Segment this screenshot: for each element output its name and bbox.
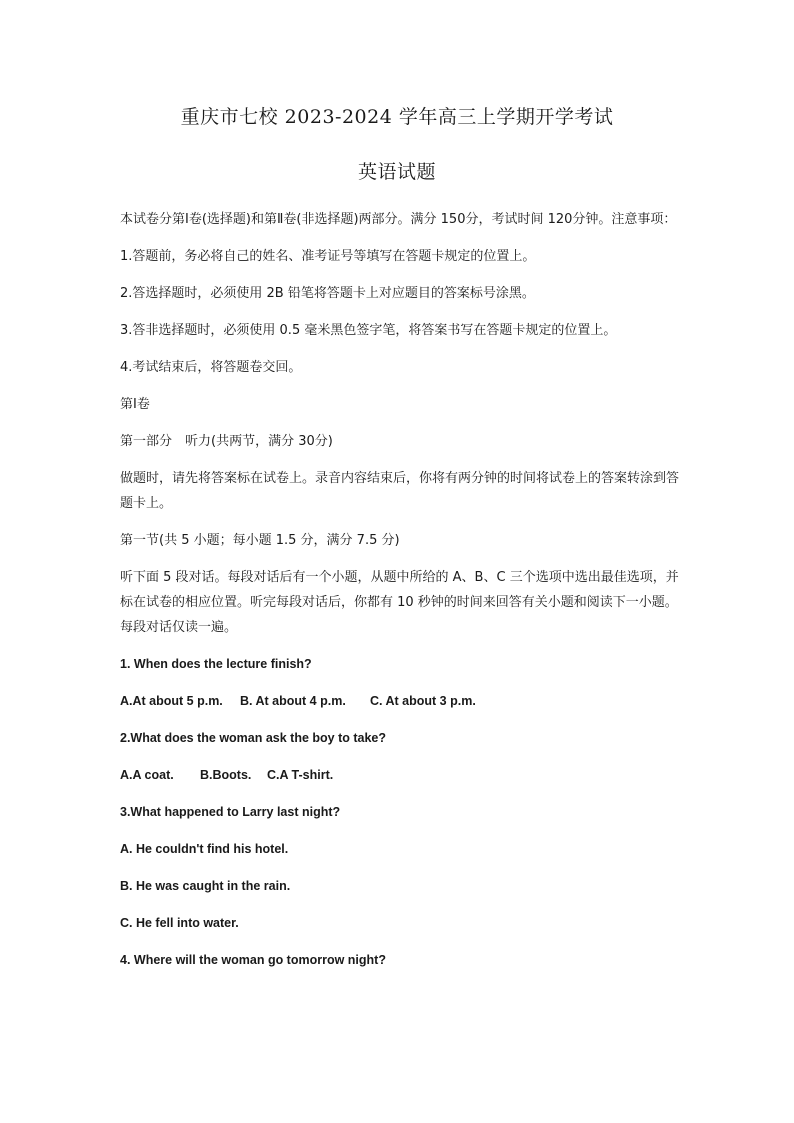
q2-option-c: C.A T-shirt. [267,768,334,782]
question-1-stem: 1. When does the lecture finish? [120,657,312,671]
part-instruction: 做题时，请先将答案标在试卷上。录音内容结束后，你将有两分钟的时间将试卷上的答案转涂到答题卡上。 [120,471,680,511]
intro-paragraph: 本试卷分第Ⅰ卷(选择题)和第Ⅱ卷(非选择题)两部分。满分 150分，考试时间 120分钟。注意事项： [120,212,677,227]
q2-option-a: A.A coat. [120,768,174,782]
q3-option-b: B. He was caught in the rain. [120,879,291,893]
question-4-stem: 4. Where will the woman go tomorrow night? [120,953,386,967]
q3-option-a: A. He couldn't find his hotel. [120,842,289,856]
exam-title: 重庆市七校 2023-2024 学年高三上学期开学考试 [180,106,614,128]
q3-option-c: C. He fell into water. [120,916,239,930]
q1-option-a: A.At about 5 p.m. [120,694,223,708]
q1-option-b: B. At about 4 p.m. [240,694,346,708]
exam-content [120,207,680,985]
rule-2: 2.答选择题时，必须使用 2B 铅笔将答题卡上对应题目的答案标号涂黑。 [120,286,535,301]
exam-subtitle: 英语试题 [357,161,436,183]
subsection-heading: 第一节(共 5 小题；每小题 1.5 分，满分 7.5 分) [120,533,400,548]
rule-4: 4.考试结束后，将答题卷交回。 [120,360,302,375]
q1-option-c: C. At about 3 p.m. [370,694,476,708]
question-3-stem: 3.What happened to Larry last night? [120,805,341,819]
question-2-options [120,763,680,788]
question-2-stem: 2.What does the woman ask the boy to take? [120,731,387,745]
rule-1: 1.答题前，务必将自己的姓名、准考证号等填写在答题卡规定的位置上。 [120,249,536,264]
question-1-options [120,689,680,714]
q2-option-b: B.Boots. [200,768,252,782]
volume-heading: 第Ⅰ卷 [120,397,150,412]
rule-3: 3.答非选择题时，必须使用 0.5 毫米黑色签字笔，将答案书写在答题卡规定的位置上。 [120,323,617,338]
subsection-instruction: 听下面 5 段对话。每段对话后有一个小题，从题中所给的 A、B、C 三个选项中选出最佳选项，并标在试卷的相应位置。听完每段对话后，你都有 10 秒钟的时间来回答有关小题和阅读下一小题。每段对话仅读一遍。 [120,570,679,635]
part-heading: 第一部分 听力(共两节，满分 30分) [120,434,333,449]
